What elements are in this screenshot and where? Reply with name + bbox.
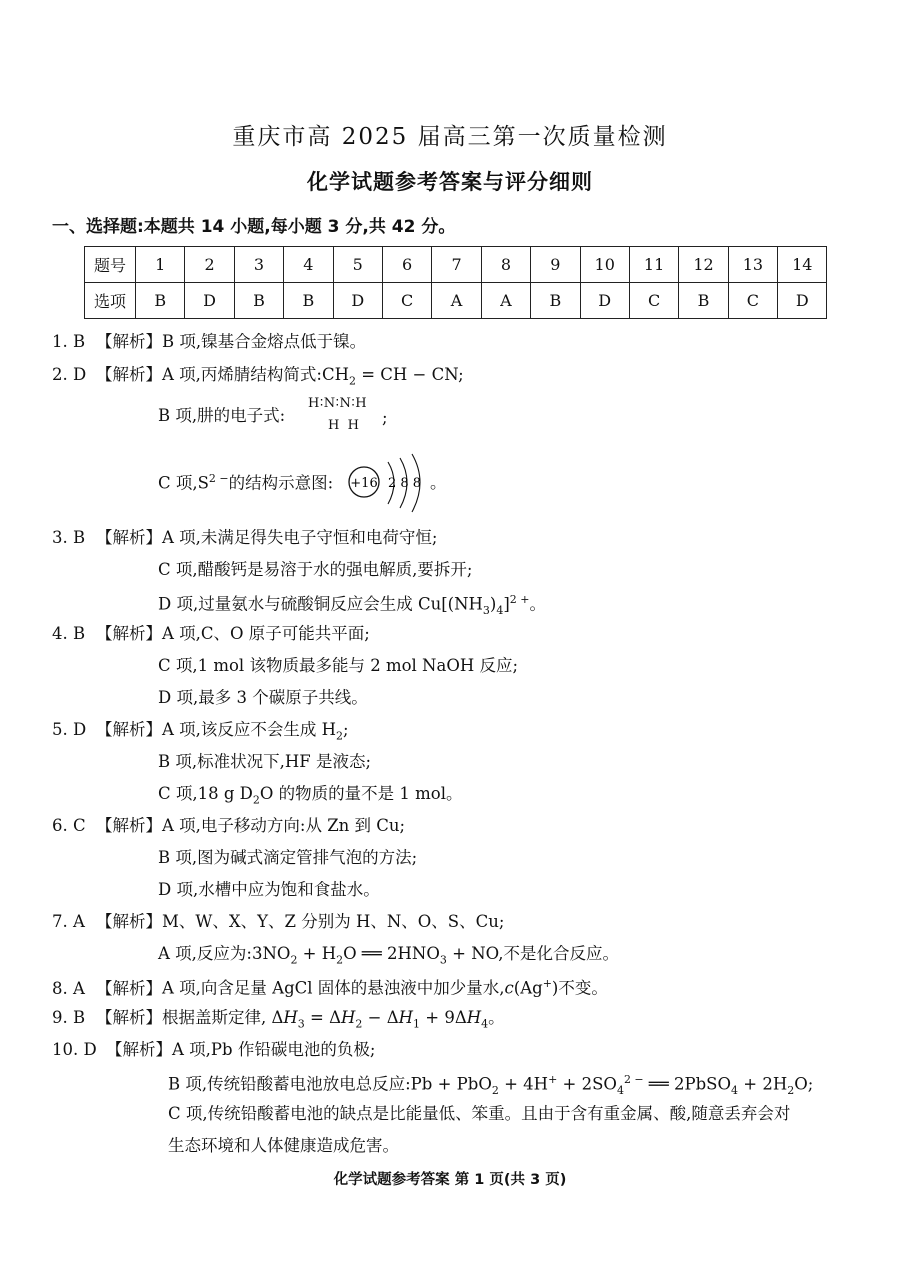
explanation-text: A 项,未满足得失电子守恒和电荷守恒; [162, 528, 438, 547]
explanation-q4-line2 [158, 658, 518, 675]
question-number: 12 [679, 247, 728, 283]
explanation-text: B 项,镍基合金熔点低于镍。 [162, 332, 367, 351]
explanation-text: D 项,最多 3 个碳原子共线。 [158, 688, 368, 707]
analysis-tag: 【解析】 [106, 1040, 172, 1059]
explanation-text: C 项,1 mol 该物质最多能与 2 mol NaOH 反应; [158, 656, 519, 675]
analysis-tag: 【解析】 [96, 365, 162, 384]
question-number: 1 [136, 247, 185, 283]
superscript: + [542, 977, 552, 990]
explanation-text: A 项,Pb 作铅碳电池的负极; [172, 1040, 376, 1059]
question-label: 10. D [52, 1040, 97, 1059]
subscript: 2 [491, 1083, 499, 1097]
italic-symbol: H [283, 1008, 298, 1027]
explanation-text: M、W、X、Y、Z 分别为 H、N、O、S、Cu; [162, 912, 505, 931]
italic-symbol: H [341, 1008, 356, 1027]
hydrazine-electron-formula [308, 396, 378, 440]
subscript: 2 [252, 793, 260, 807]
question-label: 3. B [52, 528, 86, 547]
analysis-tag: 【解析】 [96, 720, 162, 739]
explanation-text: A 项,C、O 原子可能共平面; [162, 624, 370, 643]
explanation-text: C 项,18 g D [158, 784, 253, 803]
explanation-text: C 项,S [158, 473, 209, 493]
analysis-tag: 【解析】 [96, 912, 162, 931]
electron-counts: 2 8 8 [388, 476, 422, 491]
explanation-text: B 项,标准状况下,HF 是液态; [158, 752, 372, 771]
explanation-q6-line2 [158, 850, 417, 867]
punctuation: ; [382, 408, 388, 427]
explanation-q2-end [430, 475, 447, 492]
explanation-q7-line2 [158, 946, 619, 965]
explanation-text: − Δ [362, 1008, 399, 1027]
answer-choice: D [185, 283, 234, 319]
question-label: 5. D [52, 720, 87, 739]
question-number: 14 [778, 247, 827, 283]
explanation-text: A 项,向含足量 AgCl 固体的悬浊液中加少量水, [162, 978, 505, 998]
superscript: 2 − [208, 472, 229, 485]
row-label-number: 题号 [85, 247, 136, 283]
explanation-text: C 项,传统铅酸蓄电池的缺点是比能量低、笨重。且由于含有重金属、酸,随意丢弃会对 [168, 1104, 791, 1123]
question-label: 8. A [52, 978, 85, 998]
subscript: 2 [336, 729, 344, 743]
answer-choice: A [432, 283, 481, 319]
explanation-text: + 2H [738, 1074, 788, 1094]
answer-choice: B [234, 283, 283, 319]
question-number: 3 [234, 247, 283, 283]
explanation-q10-line2 [168, 1074, 813, 1096]
explanation-q4-line3 [158, 690, 368, 707]
explanation-q6-line3 [158, 882, 380, 899]
italic-symbol: c [504, 978, 514, 998]
explanation-text: + H [297, 944, 337, 963]
explanation-q2-punct [382, 410, 388, 427]
subscript: 2 [348, 374, 356, 388]
explanation-q5-line1 [52, 722, 349, 741]
explanation-q10-line3 [168, 1106, 790, 1123]
explanation-text: O 的物质的量不是 1 mol。 [259, 784, 463, 803]
subscript: 2 [336, 953, 344, 967]
superscript: + [548, 1073, 558, 1086]
explanation-text: B 项,肼的电子式: [158, 406, 286, 425]
explanation-q4-line1 [52, 626, 370, 643]
answer-choice: B [284, 283, 333, 319]
explanation-q8 [52, 978, 608, 997]
page-title: 重庆市高 2025 届高三第一次质量检测 [232, 124, 668, 150]
answer-table-number-row [85, 247, 827, 283]
subscript: 1 [413, 1017, 421, 1031]
question-number: 7 [432, 247, 481, 283]
explanation-text: A 项,电子移动方向:从 Zn 到 Cu; [162, 816, 406, 835]
explanation-q9 [52, 1010, 505, 1029]
explanation-q2-line2 [158, 408, 285, 425]
page-footer: 化学试题参考答案 第 1 页(共 3 页) [333, 1172, 567, 1188]
question-label: 2. D [52, 365, 87, 384]
answer-choice: D [580, 283, 629, 319]
explanation-q7-line1 [52, 914, 504, 931]
explanation-text: 的结构示意图: [228, 473, 334, 493]
explanation-q1 [52, 334, 366, 351]
question-number: 9 [531, 247, 580, 283]
question-label: 9. B [52, 1008, 86, 1027]
explanation-text: + 2SO [557, 1074, 617, 1094]
explanation-q2-line3 [158, 473, 333, 492]
question-number: 13 [728, 247, 777, 283]
question-number: 6 [382, 247, 431, 283]
subscript: 4 [616, 1083, 624, 1097]
answer-table [84, 246, 827, 319]
subscript: 3 [297, 1017, 305, 1031]
explanation-text: O ══ 2HNO [343, 944, 440, 963]
subscript: 2 [355, 1017, 363, 1031]
hydrazine-top-row: H∶N∶N∶H [308, 396, 368, 411]
answer-choice: C [382, 283, 431, 319]
explanation-text: 。 [488, 1008, 505, 1027]
row-label-answer: 选项 [85, 283, 136, 319]
page-subtitle: 化学试题参考答案与评分细则 [307, 170, 593, 194]
nucleus-charge: +16 [350, 476, 378, 491]
subscript: 4 [481, 1017, 489, 1031]
answer-choice: B [679, 283, 728, 319]
italic-symbol: H [398, 1008, 414, 1027]
explanation-q6-line1 [52, 818, 405, 835]
answer-choice: A [481, 283, 530, 319]
section-heading: 一、选择题:本题共 14 小题,每小题 3 分,共 42 分。 [52, 217, 456, 237]
analysis-tag: 【解析】 [96, 528, 162, 547]
explanation-text: D 项,过量氨水与硫酸铜反应会生成 Cu[(NH [158, 594, 483, 614]
explanation-text: 。 [529, 594, 547, 614]
explanation-q10-line1 [52, 1042, 375, 1059]
question-number: 5 [333, 247, 382, 283]
question-number: 11 [629, 247, 678, 283]
subscript: 3 [439, 953, 447, 967]
superscript: 2 − [623, 1073, 644, 1086]
answer-table-answer-row [85, 283, 827, 319]
analysis-tag: 【解析】 [96, 816, 162, 835]
answer-choice: C [629, 283, 678, 319]
superscript: 2 + [509, 593, 530, 606]
answer-choice: C [728, 283, 777, 319]
subscript: 2 [787, 1083, 795, 1097]
explanation-text: D 项,水槽中应为饱和食盐水。 [158, 880, 380, 899]
question-number: 8 [481, 247, 530, 283]
question-label: 4. B [52, 624, 86, 643]
hydrazine-bottom-row: H H [328, 418, 359, 433]
punctuation: 。 [430, 473, 447, 492]
analysis-tag: 【解析】 [96, 978, 162, 998]
explanation-q10-line4 [168, 1138, 399, 1155]
explanation-q5-line3 [158, 786, 463, 805]
explanation-text: + 9Δ [420, 1008, 467, 1027]
analysis-tag: 【解析】 [96, 1008, 162, 1027]
explanation-text: = CH − CN; [355, 365, 464, 384]
explanation-text: C 项,醋酸钙是易溶于水的强电解质,要拆开; [158, 560, 473, 579]
answer-choice: B [531, 283, 580, 319]
subscript: 4 [731, 1083, 739, 1097]
explanation-text: + 4H [498, 1074, 549, 1094]
explanation-text: B 项,图为碱式滴定管排气泡的方法; [158, 848, 418, 867]
explanation-text: 生态环境和人体健康造成危害。 [168, 1136, 399, 1155]
explanation-q5-line2 [158, 754, 371, 771]
explanation-q3-line3 [158, 594, 546, 616]
explanation-q2-line1 [52, 367, 464, 386]
italic-symbol: H [466, 1008, 482, 1027]
explanation-text: ] [503, 594, 510, 614]
explanation-text: 根据盖斯定律, Δ [162, 1008, 284, 1027]
question-label: 6. C [52, 816, 86, 835]
question-number: 10 [580, 247, 629, 283]
subscript: 4 [496, 603, 504, 617]
explanation-q3-line1 [52, 530, 437, 547]
answer-choice: D [333, 283, 382, 319]
explanation-text: B 项,传统铅酸蓄电池放电总反应:Pb + PbO [168, 1074, 492, 1094]
subscript: 3 [482, 603, 490, 617]
question-number: 4 [284, 247, 333, 283]
explanation-text: ) [489, 594, 497, 614]
question-label: 7. A [52, 912, 85, 931]
analysis-tag: 【解析】 [96, 624, 162, 643]
question-label: 1. B [52, 332, 86, 351]
answer-choice: D [778, 283, 827, 319]
explanation-text: ; [343, 720, 349, 739]
explanation-q3-line2 [158, 562, 472, 579]
explanation-text: )不变。 [551, 978, 608, 998]
explanation-text: O; [794, 1074, 814, 1094]
analysis-tag: 【解析】 [96, 332, 162, 351]
answer-choice: B [136, 283, 185, 319]
explanation-text: A 项,反应为:3NO [158, 944, 291, 963]
explanation-text: ══ 2PbSO [643, 1074, 732, 1094]
subscript: 2 [290, 953, 298, 967]
question-number: 2 [185, 247, 234, 283]
explanation-text: A 项,丙烯腈结构简式:CH [162, 365, 349, 384]
explanation-text: = Δ [304, 1008, 342, 1027]
explanation-text: + NO,不是化合反应。 [446, 944, 619, 963]
explanation-text: A 项,该反应不会生成 H [162, 720, 337, 739]
explanation-text: (Ag [513, 978, 543, 998]
